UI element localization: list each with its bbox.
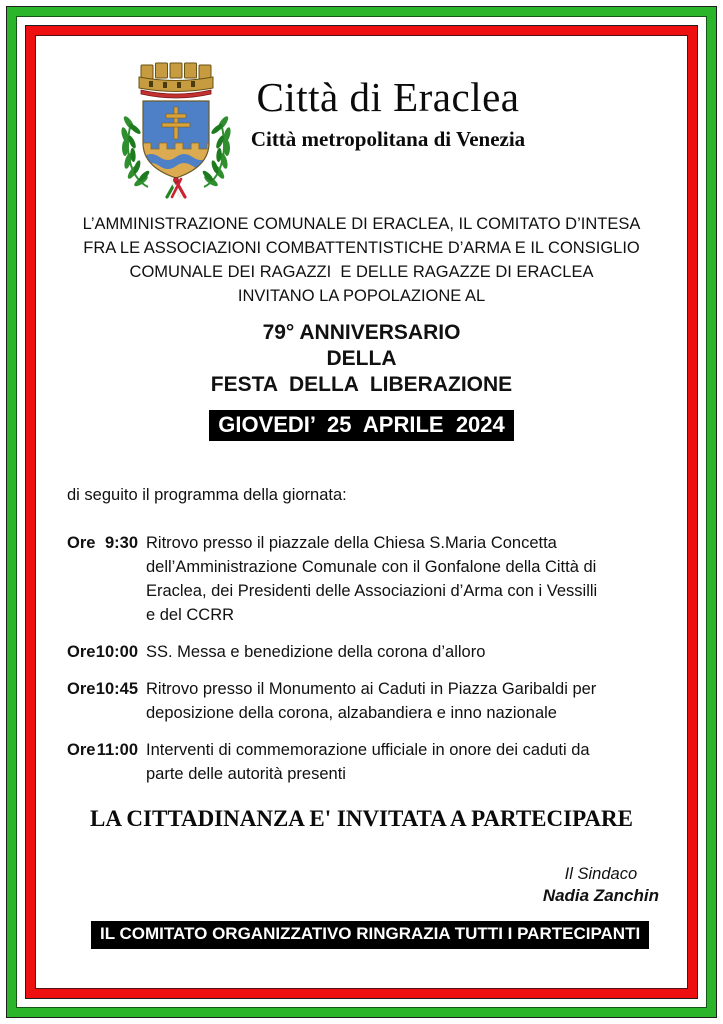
item-description (146, 738, 590, 786)
intro-line: COMUNALE DEI RAGAZZI E DELLE RAGAZZE DI ERACLEA (129, 263, 594, 281)
intro-line: L’AMMINISTRAZIONE COMUNALE DI ERACLEA, IL COMITATO D’INTESA (82, 215, 641, 233)
poster-content (35, 35, 688, 989)
signature-role: Il Sindaco (564, 865, 638, 884)
event-title-line: 79° ANNIVERSARIO (262, 321, 461, 344)
event-title (36, 320, 687, 398)
desc-line: Ritrovo presso il Monumento ai Caduti in Piazza Garibaldi per (146, 680, 597, 699)
time-label: Ore (67, 680, 96, 699)
invitation-text: LA CITTADINANZA E' INVITATA A PARTECIPARE (90, 806, 633, 832)
item-description (146, 640, 485, 664)
desc-line: e del CCRR (146, 606, 235, 625)
time-value: 11:00 (96, 741, 138, 760)
schedule-item (67, 738, 667, 786)
desc-line: Interventi di commemorazione ufficiale in onore dei caduti da (146, 741, 590, 760)
signature-block (543, 864, 659, 906)
event-title-line: FESTA DELLA LIBERAZIONE (210, 373, 513, 396)
date-banner-wrap (36, 410, 687, 441)
time-col (67, 738, 138, 786)
intro-line: INVITANO LA POPOLAZIONE AL (237, 287, 486, 305)
item-description (146, 531, 597, 627)
time-label: Ore (67, 741, 96, 760)
date-banner: GIOVEDI’ 25 APRILE 2024 (209, 410, 514, 441)
time-value: 9:30 (104, 534, 138, 553)
city-title: Città di Eraclea (256, 74, 520, 120)
time-col (67, 531, 138, 627)
flag-border-white (16, 16, 707, 1008)
time-label: Ore (67, 534, 96, 553)
schedule-list (67, 531, 667, 786)
intro-line: FRA LE ASSOCIAZIONI COMBATTENTISTICHE D’ARMA E IL CONSIGLIO (83, 239, 640, 257)
schedule-item (67, 640, 667, 664)
time-value: 10:45 (95, 680, 138, 699)
eraclea-coat-of-arms-icon (114, 57, 238, 199)
footer-banner-wrap (36, 921, 687, 948)
item-description (146, 677, 596, 725)
intro-paragraph (36, 212, 687, 308)
schedule-item (67, 531, 667, 627)
desc-line: dell’Amministrazione Comunale con il Gonfalone della Città di (146, 558, 597, 577)
desc-line: Ritrovo presso il piazzale della Chiesa S.Maria Concetta (146, 534, 557, 553)
desc-line: deposizione della corona, alzabandiera e inno nazionale (146, 704, 557, 723)
header (36, 57, 687, 199)
footer-banner: IL COMITATO ORGANIZZATIVO RINGRAZIA TUTTI I PARTECIPANTI (91, 921, 649, 948)
program-intro: di seguito il programma della giornata: (67, 486, 347, 505)
flag-border-green (6, 6, 717, 1018)
desc-line: parte delle autorità presenti (146, 765, 346, 784)
time-label: Ore (67, 643, 96, 662)
time-col (67, 677, 138, 725)
desc-line: SS. Messa e benedizione della corona d’alloro (146, 643, 486, 662)
time-value: 10:00 (95, 643, 138, 662)
signature-name: Nadia Zanchin (542, 886, 659, 906)
desc-line: Eraclea, dei Presidenti delle Associazioni d’Arma con i Vessilli (146, 582, 598, 601)
city-subtitle: Città metropolitana di Venezia (250, 127, 526, 151)
time-col (67, 640, 138, 664)
schedule-item (67, 677, 667, 725)
header-text (238, 57, 538, 199)
event-title-line: DELLA (326, 347, 397, 370)
flag-border-red (25, 25, 698, 999)
